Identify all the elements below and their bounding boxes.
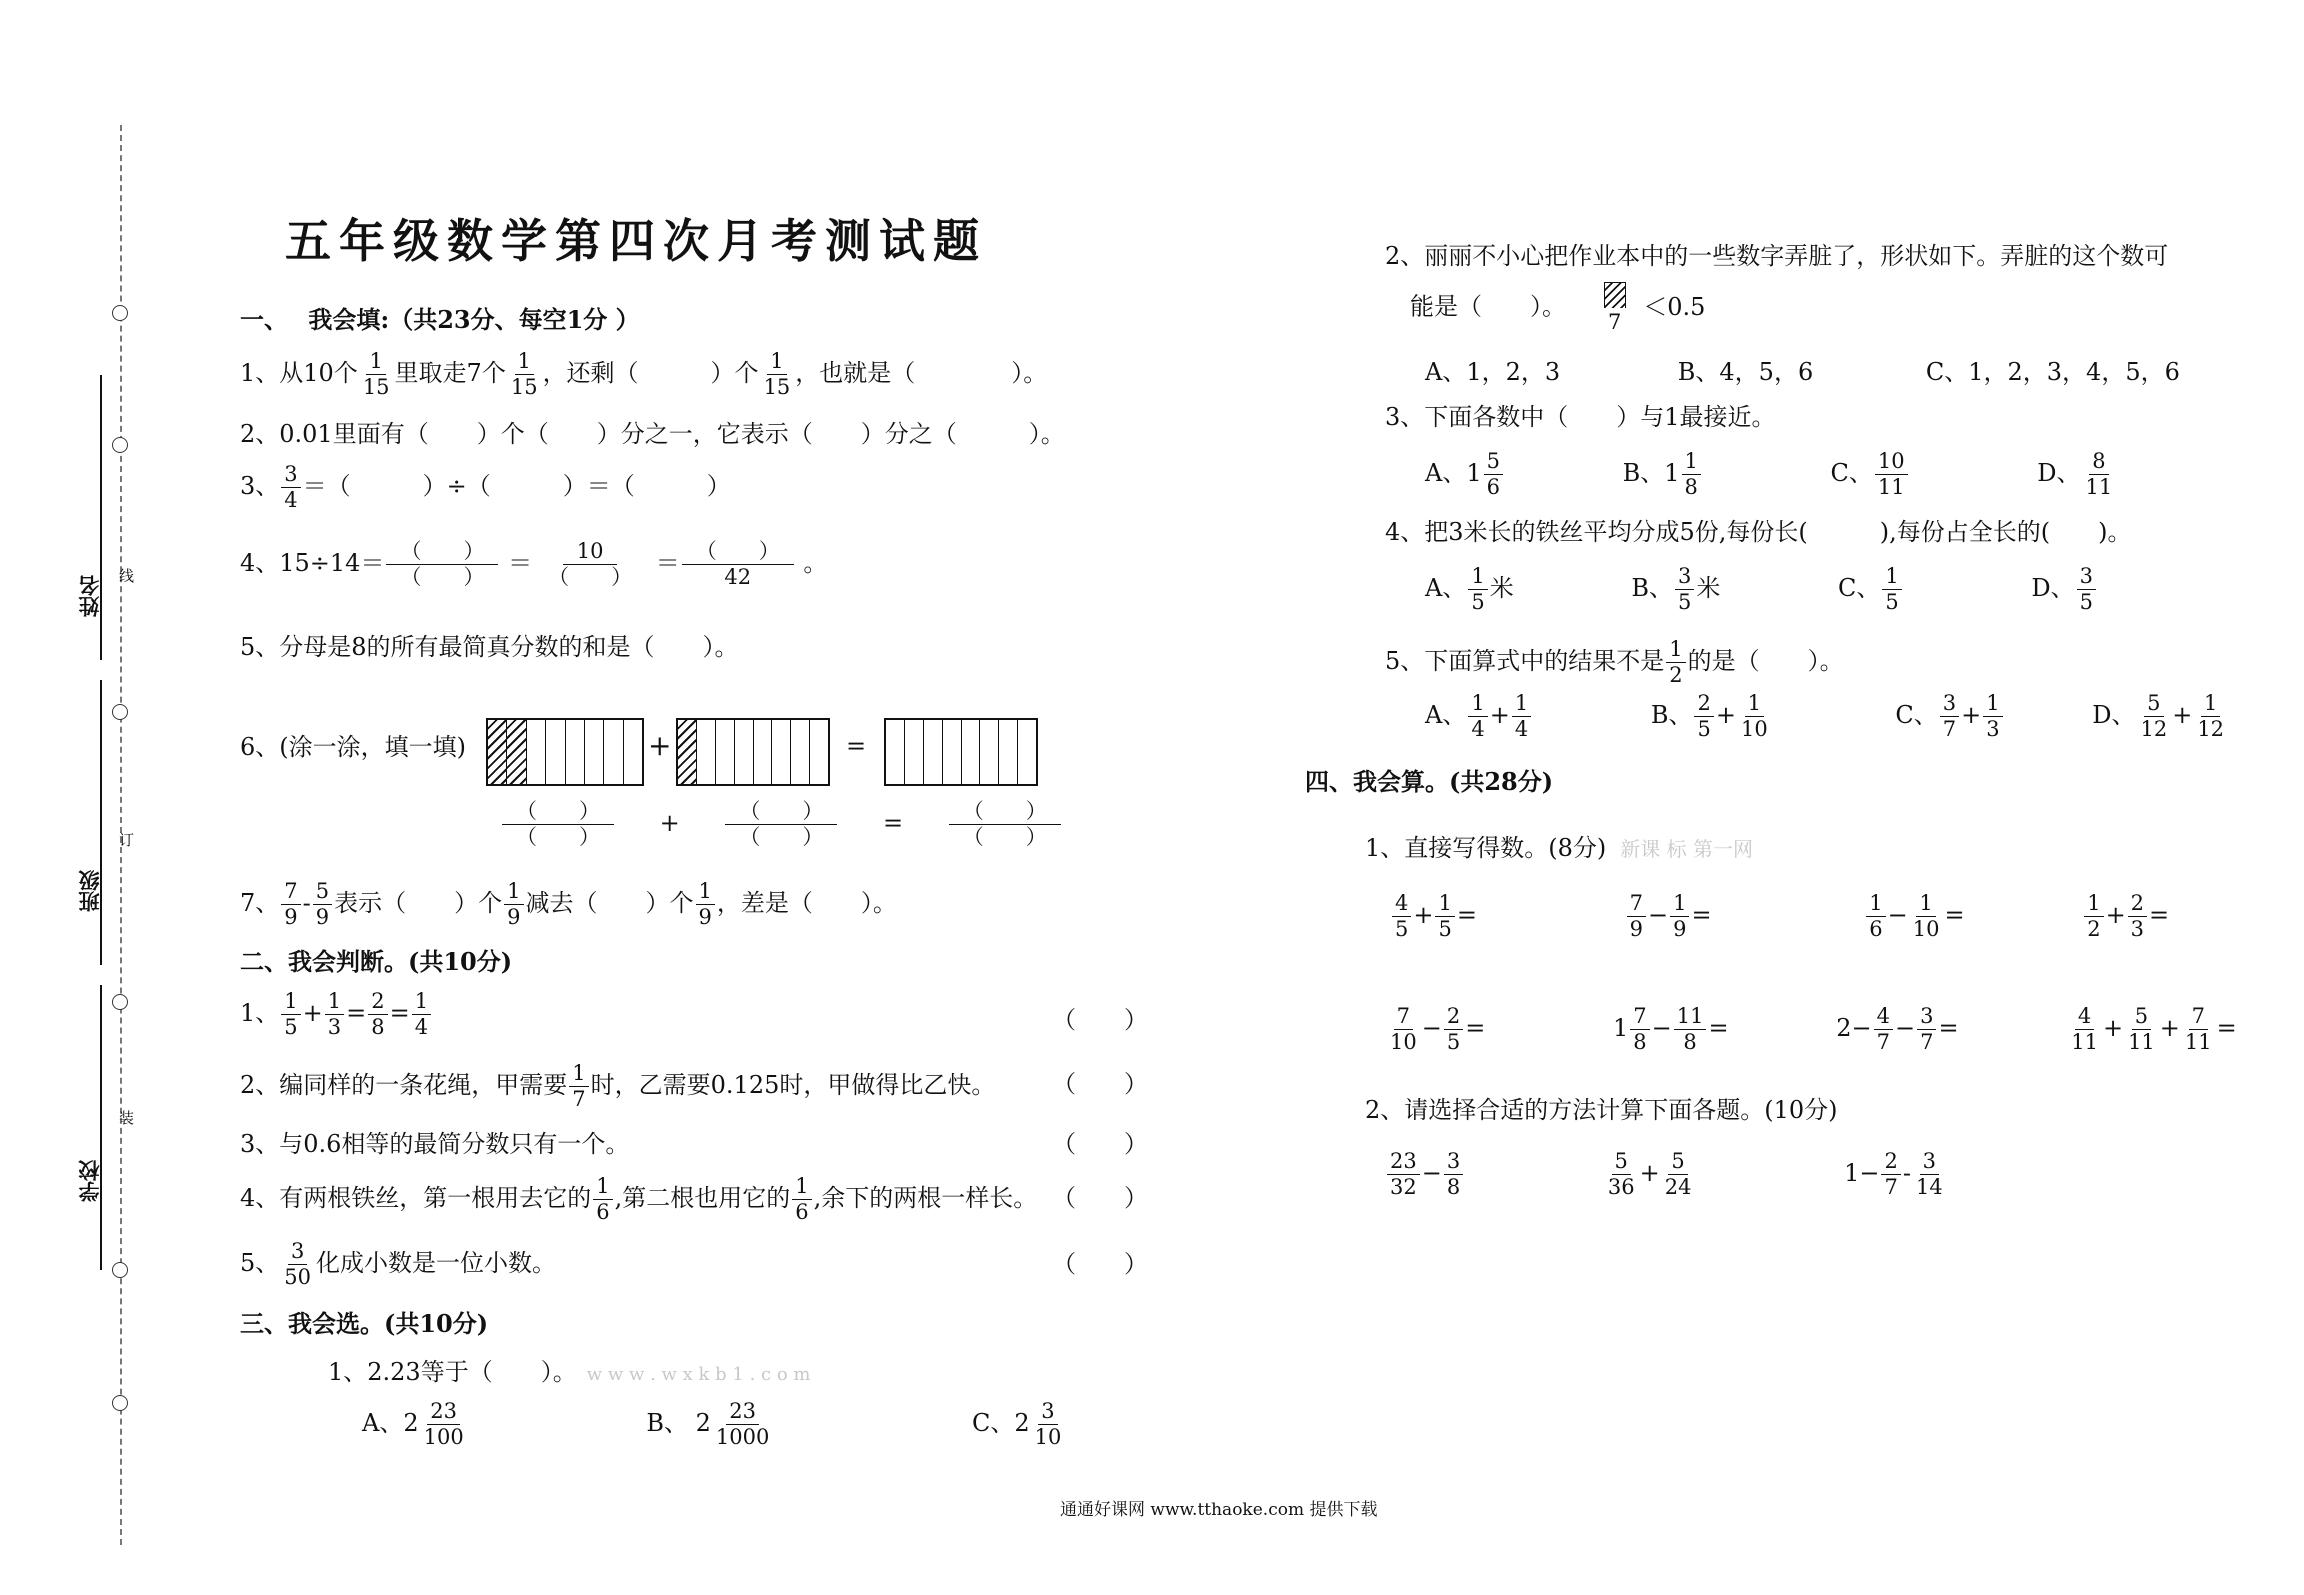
fraction: $\frac{1}{12}$ (2197, 691, 2225, 742)
fraction: $\frac{1}{9}$ (696, 880, 715, 929)
calc-item[interactable]: $\frac{4}{5}$ + $\frac{1}{5}$ = (1390, 901, 1477, 929)
fraction: $\frac{1}{5}$ (1435, 892, 1454, 941)
calc-item[interactable]: $\frac{23}{32}$ − $\frac{3}{8}$ (1385, 1159, 1465, 1187)
fraction: $\frac{3}{5}$ (2077, 565, 2096, 614)
option-b[interactable]: B、 $\frac{3}{5}$ 米 (1631, 564, 1721, 615)
s2-q2: 2、编同样的一条花绳，甲需要 $\frac{1}{7}$ 时，乙需要0.125时，甲做得比乙快。 (240, 1061, 996, 1112)
fraction: $\frac{5}{36}$ (1607, 1149, 1635, 1200)
option-d[interactable]: D、 $\frac{5}{12}$ + $\frac{1}{12}$ (2092, 701, 2229, 729)
class-blank-line (100, 680, 102, 965)
fraction: $\frac{1}{6}$ (593, 1175, 612, 1224)
answer-paren[interactable]: （ ） (1052, 1184, 1148, 1212)
name-blank-line (100, 375, 102, 660)
answer-paren[interactable]: （ ） (1052, 1070, 1148, 1098)
fraction: $\frac{11}{8}$ (1674, 1005, 1707, 1054)
fraction: $\frac{7}{8}$ (1630, 1005, 1649, 1054)
option-a[interactable]: A、 $\frac{1}{4}$ + $\frac{1}{4}$ (1425, 701, 1533, 729)
fraction: $\frac{23}{100}$ (423, 1399, 464, 1450)
fraction: $\frac{1}{2}$ (1666, 638, 1685, 687)
s3-options (362, 1400, 1066, 1449)
fraction: $\frac{23}{1000}$ (715, 1399, 770, 1450)
s1-q6-label: 6、(涂一涂，填一填) (240, 733, 466, 761)
calc-row-3 (1385, 1150, 1948, 1199)
bind-label: 装 (117, 1110, 135, 1125)
section-2-heading: 二、我会判断。(共10分) (240, 947, 513, 976)
fraction: $\frac{5}{24}$ (1664, 1149, 1692, 1200)
fraction: $\frac{3}{7}$ (1940, 692, 1959, 741)
option-a[interactable]: A、1 $\frac{5}{6}$ (1425, 459, 1505, 487)
fraction: $\frac{2}{5}$ (1694, 692, 1713, 741)
fraction: $\frac{3}{8}$ (1444, 1150, 1463, 1199)
s1-q5: 5、分母是8的所有最简真分数的和是（ ）。 (240, 633, 739, 661)
fraction: $\frac{1}{9}$ (1670, 892, 1689, 941)
fraction: $\frac{1}{4}$ (1512, 692, 1531, 741)
r-c1: 1、直接写得数。(8分) 新课 标 第一网 (1365, 834, 1753, 862)
watermark: 新课 标 第一网 (1620, 837, 1753, 861)
option-a[interactable]: A、 $\frac{1}{5}$ 米 (1425, 564, 1514, 615)
calc-item[interactable]: $\frac{4}{11}$ + $\frac{5}{11}$ + $\frac{7}{11}$ = (2066, 1014, 2237, 1042)
s1-q4: 4、15÷14＝ （ ） （ ） ＝ 10 （ ） ＝ （ ） 42 。 (240, 539, 828, 590)
s1-q3: 3、 $\frac{3}{4}$ ＝（ ）÷（ ）＝（ ） (240, 462, 731, 513)
name-label: 姓名 (77, 575, 102, 617)
fraction: $\frac{1}{8}$ (1682, 450, 1701, 499)
option-a[interactable]: A、1，2，3 (1425, 358, 1561, 386)
option-d[interactable]: D、 $\frac{3}{5}$ (2031, 574, 2098, 602)
fraction: $\frac{5}{12}$ (2140, 691, 2168, 742)
fraction-bar-3 (884, 718, 1038, 786)
fraction: $\frac{1}{10}$ (1740, 691, 1768, 742)
option-b[interactable]: B、4，5，6 (1677, 358, 1814, 386)
s3-q1: 1、2.23等于（ ）。 w w w . w x k b 1 . c o m (328, 1358, 811, 1386)
cut-line-label: 线 (117, 568, 135, 583)
equals-sign: = (846, 732, 867, 760)
r-c2: 2、请选择合适的方法计算下面各题。(10分) (1365, 1096, 1838, 1124)
fraction: $\frac{2}{5}$ (1444, 1005, 1463, 1054)
calc-item[interactable]: $\frac{5}{36}$ + $\frac{5}{24}$ (1603, 1159, 1697, 1187)
s2-q1: 1、 $\frac{1}{5}$ + $\frac{1}{3}$ = $\frac{2}{8}$ = $\frac{1}{4}$ (240, 990, 433, 1039)
r-q2-options (1425, 360, 2180, 384)
fraction: $\frac{7}{9}$ (281, 880, 300, 929)
watermark: w w w . w x k b 1 . c o m (586, 1364, 811, 1385)
fraction: $\frac{1}{15}$ (510, 349, 538, 400)
section-3-heading: 三、我会选。(共10分) (240, 1309, 489, 1338)
fraction: 10 （ ） (548, 539, 633, 590)
answer-paren[interactable]: （ ） (1052, 1006, 1148, 1034)
fraction: $\frac{1}{2}$ (2084, 892, 2103, 941)
fraction: $\frac{3}{4}$ (281, 463, 300, 512)
s1-q1: 1、从10个 $\frac{1}{15}$ 里取走7个 $\frac{1}{15}$ ，还剩（ ）个 $\frac{1}{15}$ ，也就是（ ）。 (240, 349, 1048, 400)
s1-q7: 7、 $\frac{7}{9}$ - $\frac{5}{9}$ 表示（ ）个 $\frac{1}{9}$ 减去（ ）个 $\frac{1}{9}$ ，差是（ ）。 (240, 879, 897, 930)
fraction: $\frac{1}{3}$ (1983, 692, 2002, 741)
fraction-bar-2 (676, 718, 830, 786)
option-a[interactable]: A、2 $\frac{23}{100}$ (362, 1409, 469, 1437)
fraction: $\frac{1}{6}$ (1866, 892, 1885, 941)
binding-hole (112, 437, 128, 453)
fraction: $\frac{1}{4}$ (1468, 692, 1487, 741)
fraction: （ ） （ ） (725, 800, 837, 849)
fraction: （ ） （ ） (502, 800, 614, 849)
fraction: $\frac{3}{5}$ (1675, 565, 1694, 614)
binding-hole (112, 1395, 128, 1411)
fraction: $\frac{1}{6}$ (792, 1175, 811, 1224)
s2-q4: 4、有两根铁丝，第一根用去它的 $\frac{1}{6}$ ,第二根也用它的 $\frac{1}{6}$ ,余下的两根一样长。 (240, 1174, 1038, 1225)
fraction: $\frac{1}{5}$ (1468, 565, 1487, 614)
binding-margin (0, 0, 160, 1595)
page-title: 五年级数学第四次月考测试题 (285, 214, 987, 268)
s1-q2: 2、0.01里面有（ ）个（ ）分之一，它表示（ ）分之（ ）。 (240, 420, 1065, 448)
fraction: $\frac{1}{15}$ (763, 349, 791, 400)
answer-paren[interactable]: （ ） (1052, 1250, 1148, 1278)
r-q5-options (1425, 692, 2229, 741)
calc-item[interactable]: 1 $\frac{7}{8}$ − $\frac{11}{8}$ = (1612, 1004, 1729, 1055)
section-1-heading: 一、 我会填:（共23分、每空1分 ） (240, 305, 640, 334)
r-q4-options (1425, 565, 2098, 614)
fraction: $\frac{1}{7}$ (569, 1062, 588, 1111)
s2-q3: 3、与0.6相等的最简分数只有一个。 (240, 1130, 630, 1158)
calc-item[interactable]: 2− $\frac{4}{7}$ − $\frac{3}{7}$ = (1836, 1004, 1959, 1055)
fraction: $\frac{1}{4}$ (412, 990, 431, 1039)
fraction: （ ） （ ） (386, 540, 498, 589)
fraction: （ ） （ ） (949, 800, 1061, 849)
option-c[interactable]: C、 $\frac{1}{5}$ (1838, 574, 1904, 602)
school-label: 学校 (77, 1160, 102, 1202)
fraction: $\frac{2}{7}$ (1881, 1150, 1900, 1199)
fraction: $\frac{23}{32}$ (1387, 1150, 1420, 1199)
fraction: $\frac{2}{8}$ (368, 990, 387, 1039)
r-q3: 3、下面各数中（ ）与1最接近。 (1385, 403, 1776, 431)
fraction: $\frac{4}{5}$ (1392, 892, 1411, 941)
fraction: $\frac{5}{9}$ (313, 880, 332, 929)
r-q3-options (1425, 450, 2117, 499)
s2-q5: 5、 $\frac{3}{50}$ 化成小数是一位小数。 (240, 1239, 557, 1290)
fraction: $\frac{5}{11}$ (2128, 1004, 2155, 1055)
calc-row-1 (1390, 892, 2169, 941)
calc-item[interactable]: $\frac{1}{2}$ + $\frac{2}{3}$ = (2082, 901, 2169, 929)
fraction: $\frac{3}{14}$ (1915, 1149, 1943, 1200)
binding-hole (112, 704, 128, 720)
fraction: $\frac{8}{11}$ (2085, 449, 2113, 500)
calc-item[interactable]: 1− $\frac{2}{7}$ - $\frac{3}{14}$ (1844, 1159, 1948, 1187)
option-d[interactable]: D、 $\frac{8}{11}$ (2037, 459, 2117, 487)
r-q4: 4、把3米长的铁丝平均分成5份,每份长( ),每份占全长的( )。 (1385, 518, 2132, 546)
binding-hole (112, 305, 128, 321)
fraction: $\frac{1}{10}$ (1912, 891, 1940, 942)
binding-hole (112, 1262, 128, 1278)
option-c[interactable]: C、 $\frac{3}{7}$ + $\frac{1}{3}$ (1895, 701, 2004, 729)
class-label: 班级 (77, 870, 102, 912)
staple-label: 订 (117, 832, 135, 847)
fraction: $\frac{1}{9}$ (504, 880, 523, 929)
fraction: $\frac{3}{50}$ (284, 1239, 312, 1290)
fraction: $\frac{1}{5}$ (281, 990, 300, 1039)
option-c[interactable]: C、2 $\frac{3}{10}$ (972, 1409, 1066, 1437)
plus-sign: + (648, 729, 672, 762)
r-q5: 5、下面算式中的结果不是 $\frac{1}{2}$ 的是（ ）。 (1385, 637, 1844, 688)
school-blank-line (100, 985, 102, 1270)
option-c[interactable]: C、 $\frac{10}{11}$ (1831, 459, 1910, 487)
option-b[interactable]: B、 2 $\frac{23}{1000}$ (646, 1409, 774, 1437)
fraction-bar-1 (486, 718, 644, 786)
fraction: $\frac{2}{3}$ (2128, 892, 2147, 941)
fraction: $\frac{7}{11}$ (2184, 1004, 2212, 1055)
fraction: $\frac{1}{3}$ (325, 990, 344, 1039)
footer-text: 通通好课网 www.tthaoke.com 提供下载 (1060, 1500, 1378, 1520)
section-4-heading: 四、我会算。(共28分) (1305, 767, 1554, 796)
fraction: $\frac{4}{7}$ (1874, 1005, 1893, 1054)
fraction: $\frac{7}{9}$ (1627, 892, 1646, 941)
calc-item[interactable]: $\frac{1}{6}$ − $\frac{1}{10}$ = (1864, 901, 1964, 929)
calc-row-2 (1385, 1005, 2237, 1054)
calc-item[interactable]: $\frac{7}{10}$ − $\frac{2}{5}$ = (1385, 1014, 1485, 1042)
fraction: $\frac{3}{10}$ (1034, 1399, 1062, 1450)
fraction: $\frac{7}{10}$ (1390, 1004, 1417, 1055)
binding-hole (112, 994, 128, 1010)
fraction: （ ） 42 (682, 540, 794, 589)
fraction: $\frac{3}{7}$ (1917, 1005, 1936, 1054)
fraction: $\frac{1}{15}$ (362, 349, 390, 400)
option-c[interactable]: C、1，2，3，4，5，6 (1925, 358, 2180, 386)
r-q2-line2: 能是（ ）。 7 ＜0.5 (1410, 282, 1705, 334)
fraction: $\frac{5}{6}$ (1484, 450, 1503, 499)
option-b[interactable]: B、1 $\frac{1}{8}$ (1623, 459, 1703, 487)
smudged-fraction: 7 (1604, 282, 1626, 334)
r-q2: 2、丽丽不小心把作业本中的一些数字弄脏了，形状如下。弄脏的这个数可 (1385, 242, 2169, 270)
answer-paren[interactable]: （ ） (1052, 1130, 1148, 1158)
fraction: $\frac{1}{5}$ (1882, 565, 1901, 614)
fraction: $\frac{10}{11}$ (1875, 450, 1908, 499)
s1-q6-fractions: （ ） （ ） + （ ） （ ） = （ ） （ ） (500, 800, 1063, 849)
fraction: $\frac{4}{11}$ (2071, 1004, 2098, 1055)
option-b[interactable]: B、 $\frac{2}{5}$ + $\frac{1}{10}$ (1651, 701, 1773, 729)
calc-item[interactable]: $\frac{7}{9}$ − $\frac{1}{9}$ = (1625, 901, 1712, 929)
